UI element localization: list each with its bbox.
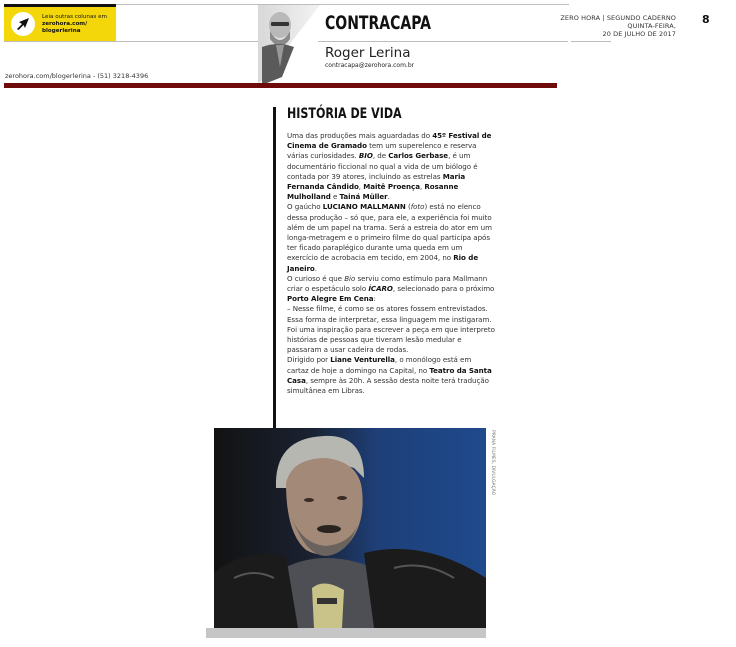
- title-rule: [318, 41, 568, 42]
- photo-luciano-mallmann: [214, 428, 486, 628]
- author-name: Roger Lerina: [325, 45, 411, 61]
- promo-text: [42, 14, 107, 35]
- article-paragraph: O gaúcho LUCIANO MALLMANN (foto) está no elenco dessa produção – só que, para ele, a experiência foi muito além de um papel na trama. Será a estreia do ator em um longa-metragem e o primeiro filme do qual participa após ter ficado paraplégico durante uma queda em um exercício de acrobacia em tecido, em 2004, no Rio de Janeiro.: [287, 202, 492, 273]
- edition-date: 20 DE JULHO DE 2017: [602, 30, 676, 38]
- promo-link-line2[interactable]: zerohora.com/: [42, 20, 88, 27]
- promo-circle: [11, 12, 35, 36]
- article-body: [287, 131, 495, 396]
- article-paragraph: – Nesse filme, é como se os atores fossem entrevistados. Essa forma de interpretar, essa linguagem me instigaram. Foi uma inspiração para escrever a peça em que interpreto histórias de pessoas que tiveram lesão medular e passaram a usar cadeira de rodas.: [287, 304, 495, 355]
- author-email[interactable]: contracapa@zerohora.com.br: [325, 62, 415, 69]
- cursor-arrow-icon: [16, 17, 30, 31]
- article-paragraph: O curioso é que Bio serviu como estímulo para Mallmann criar o espetáculo solo ÍCARO, selecionado para o próximo Porto Alegre Em Cena:: [287, 273, 495, 304]
- photo-shadow: [206, 628, 486, 638]
- edition-weekday: QUINTA-FEIRA,: [627, 22, 676, 30]
- author-portrait: [258, 5, 320, 85]
- article-paragraph: Dirigido por Liane Venturella, o monólogo está em cartaz de hoje a domingo na Capital, no Teatro da Santa Casa, sempre às 20h. A sessão desta noite terá tradução simultânea em Libras.: [287, 355, 492, 396]
- edition-rule: [571, 41, 611, 42]
- edition-info: [560, 14, 676, 38]
- promo-line1: Leia outras colunas em: [42, 13, 107, 20]
- actor-photo: [214, 428, 486, 628]
- article-vertical-rule: [273, 107, 276, 429]
- section-title: CONTRACAPA: [325, 12, 431, 34]
- header-accent-bar: [4, 83, 557, 88]
- promo-box[interactable]: [4, 7, 116, 41]
- article-title: HISTÓRIA DE VIDA: [287, 106, 402, 122]
- edition-newspaper: ZERO HORA | SEGUNDO CADERNO: [560, 14, 676, 22]
- promo-rule: [4, 41, 264, 42]
- contact-line[interactable]: zerohora.com/blogerlerina - (51) 3218-4396: [5, 72, 149, 80]
- promo-link-line3[interactable]: blogerlerina: [42, 27, 81, 34]
- page-number: 8: [702, 13, 710, 26]
- article-paragraph: Uma das produções mais aguardadas do 45º Festival de Cinema de Gramado tem um superelenco e reserva várias curiosidades. BIO, de Carlos Gerbase, é um documentário ficcional no qual a vida de um biólogo é contada por 39 atores, incluindo as estrelas Maria Fernanda Cândido, Maitê Proença, Rosanne Mulholland e Tainá Müller.: [287, 131, 492, 202]
- photo-credit: PRANA FILMES, DIVULGAÇÃO: [490, 430, 495, 496]
